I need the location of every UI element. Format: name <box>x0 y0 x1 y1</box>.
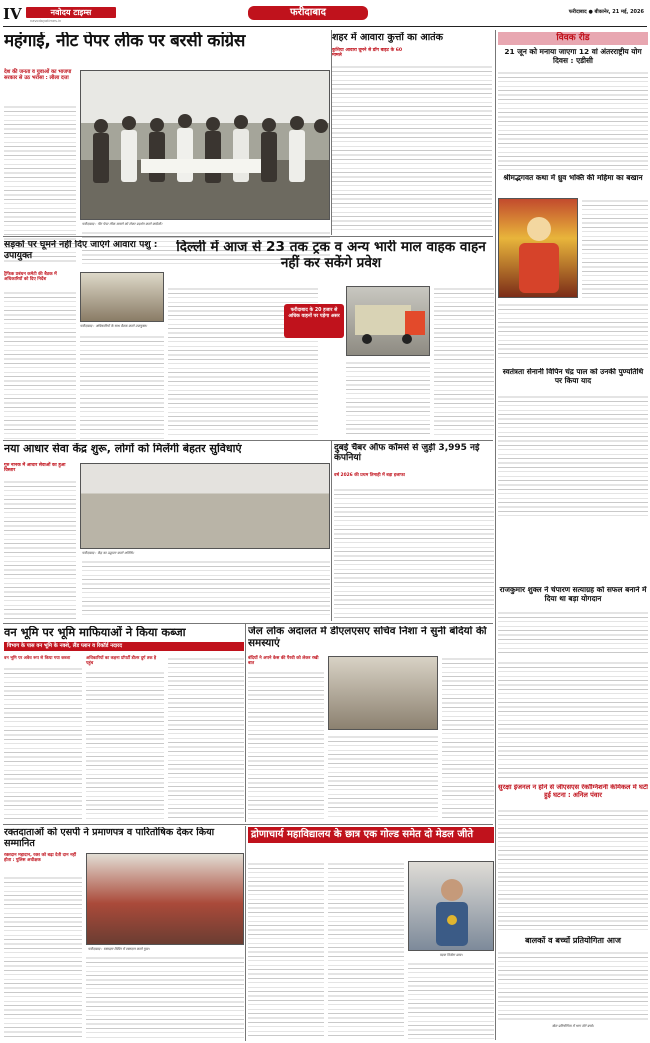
champaran-body-cont <box>498 660 648 780</box>
blood-headline: रक्तदाताओं को एसपी ने प्रमाणपत्र व पारितोषिक देकर किया सम्मानित <box>4 827 215 850</box>
trucks-badge: फरीदाबाद के 20 हजार से अधिक वाहनों पर पड़ेगा असर <box>284 304 344 338</box>
dogs-article <box>332 32 494 232</box>
dubai-headline: दुबई चैंबर ऑफ कॉमर्स से जुड़ीं 3,995 नई कंपनियां <box>334 443 480 464</box>
congress-caption: फरीदाबाद : नीट पेपर लीक मामले को लेकर प्रदर्शन करते कांग्रेसी। <box>82 222 163 226</box>
jail-photo <box>328 656 438 730</box>
page-number: IV <box>3 5 22 23</box>
aadhaar-photo <box>80 463 330 549</box>
aadhaar-body <box>4 479 76 619</box>
aadhaar-subhead: गुरु नानक में आधार सेवाओं का हुआ विस्तार <box>4 463 66 474</box>
drona-photo <box>408 861 494 951</box>
jail-subhead: बंदियों ने अपने केस की पैरवी को लेकर रखी बात <box>248 656 319 667</box>
cattle-body-2 <box>80 334 164 440</box>
forest-subhead-1: वन भूमि पर अवैध रूप से किया गया कब्जा <box>4 655 71 660</box>
drona-headline: द्रोणाचार्य महाविद्यालय के छात्र एक गोल्ड समेत दो मेडल जीते <box>248 827 494 843</box>
yoga-day-kicker: विवक रीड <box>498 32 648 45</box>
dogs-body <box>332 64 492 230</box>
trucks-body-3 <box>346 360 430 436</box>
chemical-headline: सुरक्षा इंजनल न होने से जीएसएस रेकॉग्निशनी केमिकल में घटी हुई घटना : अनिल पंवार <box>498 784 648 799</box>
cattle-body <box>4 290 76 440</box>
dateline: फरीदाबाद ● बीकानेर, 21 मई, 2026 <box>568 9 644 15</box>
trucks-body-2 <box>434 286 494 436</box>
jail-body <box>248 670 324 820</box>
drona-body <box>248 861 324 1039</box>
forest-strap: विभाग के पास वन भूमि के नक्शे, लैंड प्लान व रिकॉर्ड नदारद <box>4 642 244 651</box>
blood-body-2 <box>86 955 244 1039</box>
cattle-caption: फरीदाबाद : अधिकारियों के साथ बैठक करते उपायुक्त। <box>80 324 148 328</box>
cattle-article <box>4 240 164 440</box>
yoga-day-body <box>498 70 648 170</box>
champaran-body <box>498 610 648 656</box>
children-headline: बालकों व बच्चों प्रतियोगिता आज <box>525 936 621 945</box>
congress-article <box>4 32 330 267</box>
katha-body-2 <box>498 302 648 362</box>
congress-subhead: देश की जनता व युवाओं का भाजपा सरकार से उठ भरोसा : लीला दत्ता <box>4 69 72 81</box>
jail-body-2 <box>328 734 438 820</box>
blood-photo <box>86 853 244 945</box>
jail-article <box>248 626 494 822</box>
children-caption: खेल प्रतियोगिता में भाग लेते बच्चे। <box>552 1024 594 1028</box>
trucks-article <box>168 240 494 440</box>
aadhaar-headline: नया आधार सेवा केंद्र शुरू, लोगों को मिलेंगी बेहतर सुविधाएं <box>4 443 242 455</box>
dubai-body <box>334 487 494 619</box>
paper-name: नवोदय टाइम्स <box>26 7 116 18</box>
aadhaar-article <box>4 443 330 621</box>
katha-headline: श्रीमद्भगवत कथा में ध्रुव भक्ति की महिमा का बखान <box>503 174 643 182</box>
dogs-headline: शहर में आवारा कुत्तों का आतंक <box>332 32 443 43</box>
aadhaar-body-2 <box>82 559 330 619</box>
congress-photo <box>80 70 330 220</box>
trucks-photo <box>346 286 430 356</box>
champaran-headline: राजकुमार शुक्ल ने चंपारण सत्याग्रह को सफल बनाने में दिया था बड़ा योगदान <box>499 586 647 603</box>
drona-body-3 <box>408 961 494 1039</box>
city-label: फरीदाबाद <box>248 6 368 20</box>
children-article <box>498 936 648 1040</box>
cattle-photo <box>80 272 164 322</box>
forest-article <box>4 626 244 822</box>
drona-body-2 <box>328 861 404 1039</box>
dubai-article <box>334 443 494 621</box>
katha-body <box>582 198 648 298</box>
cattle-subhead: ट्रैफिक प्रबंधन कमेटी की बैठक में अधिकारियों को दिए निर्देश <box>4 272 57 283</box>
cattle-headline: सड़कों पर घूमने नहीं दिए जाएंगे आवारा पशु : उपायुक्त <box>4 240 158 261</box>
children-body <box>498 950 648 1020</box>
trucks-headline: दिल्ली में आज से 23 तक ट्रक व अन्य भारी माल वाहक वाहन नहीं कर सकेंगे प्रवेश <box>176 240 486 271</box>
blood-subhead: रक्तदान महादान, रक्त को बढ़ा देती दान नहीं होता : पुलिस अधीक्षक <box>4 853 76 864</box>
forest-body-2 <box>86 670 164 820</box>
forest-body-1 <box>4 666 82 820</box>
katha-photo <box>498 198 578 298</box>
freedom-headline: स्वतंत्रता सेनानी विपिन चंद्र पाल को उनकी पुण्यतिथि पर किया याद <box>502 368 644 385</box>
dogs-subhead: कुत्तिया आवारा घूमने से डॉग बाइट के 60 मामले <box>332 48 403 59</box>
blood-caption: फरीदाबाद : रक्तदान शिविर में रक्तदान करते युवा। <box>88 947 150 951</box>
forest-headline: वन भूमि पर भूमि माफियाओं ने किया कब्जा <box>4 626 186 639</box>
blood-article <box>4 827 244 1041</box>
dubai-subhead: वर्ष 2026 की प्रथम तिमाही में बड़ा इजाफा <box>334 473 405 478</box>
jail-body-3 <box>442 656 494 820</box>
paper-site: navodayatimes.in <box>30 19 62 23</box>
chemical-article <box>498 784 648 934</box>
freedom-article <box>498 368 648 518</box>
yoga-day-headline: 21 जून को मनाया जाएगा 12 वां अंतरराष्ट्रीय योग दिवस : एडीसी <box>504 47 642 65</box>
yoga-day-article <box>498 32 648 172</box>
freedom-body <box>498 394 648 516</box>
forest-subhead-2: अधिकारियों का कहना प्रॉपर्टी डीलर दुर्ग तक है पहुंच <box>86 655 157 665</box>
chemical-body <box>498 808 648 932</box>
congress-headline: महंगाई, नीट पेपर लीक पर बरसी कांग्रेस <box>4 32 246 51</box>
forest-body-3 <box>168 656 244 820</box>
katha-article <box>498 174 648 364</box>
drona-caption: पदक विजेता छात्र। <box>439 953 463 957</box>
blood-body <box>4 875 82 1039</box>
champaran-article <box>498 586 648 658</box>
masthead <box>0 0 650 28</box>
drona-article <box>248 827 494 1041</box>
aadhaar-caption: फरीदाबाद : केंद्र का उद्घाटन करते अतिथि। <box>82 551 134 555</box>
jail-headline: जेल लोक अदालत में डीएलएसए सचिव निशा ने सुनी बंदियों की समस्याएं <box>248 626 487 649</box>
